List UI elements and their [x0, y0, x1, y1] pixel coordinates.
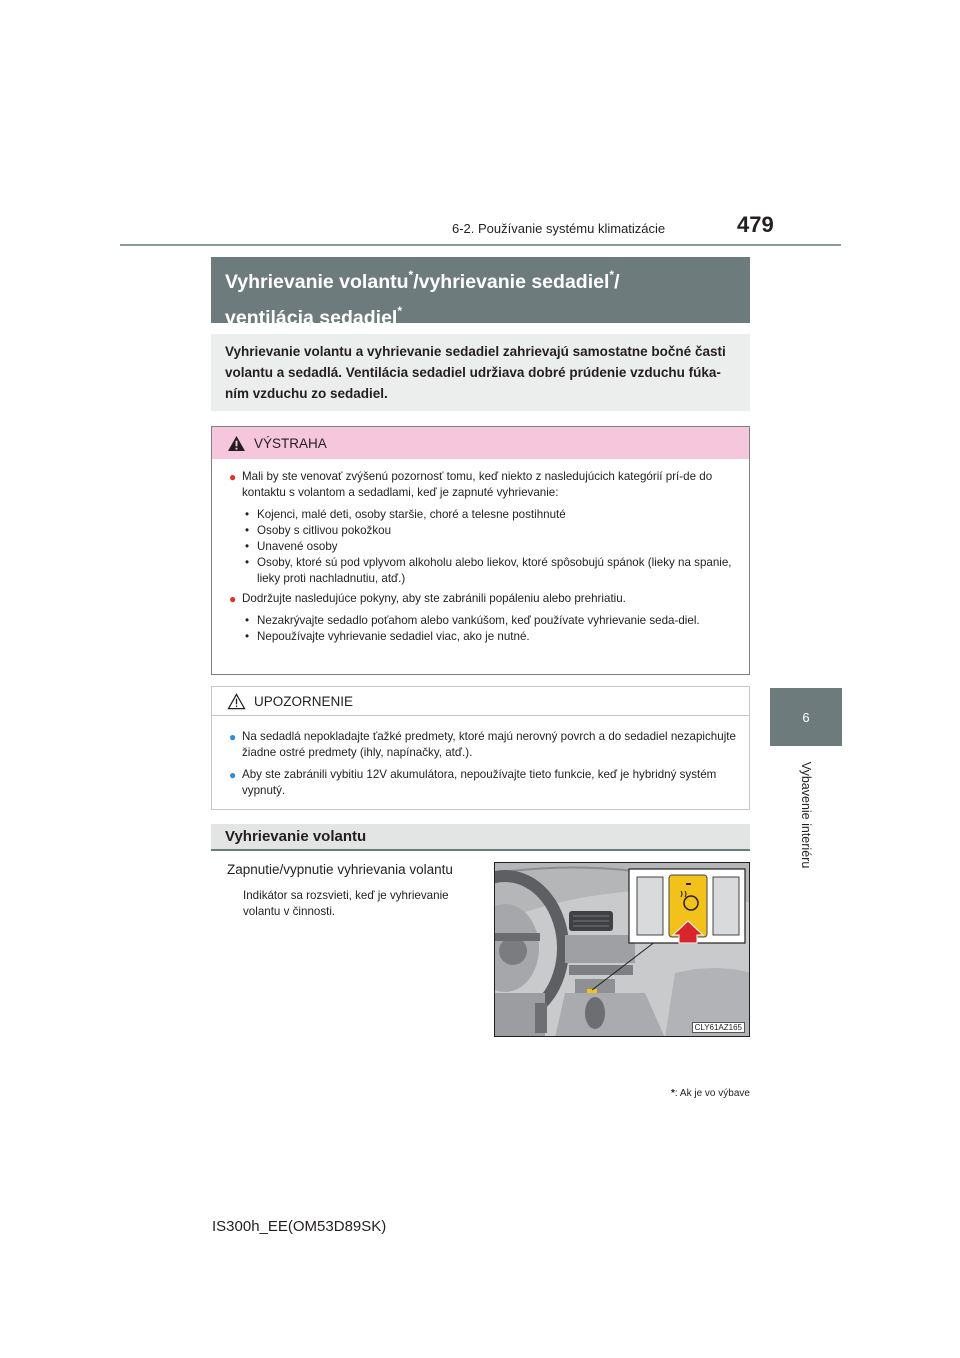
bullet-dot-icon: ●	[229, 592, 237, 606]
caution-bullet	[229, 767, 743, 799]
caution-triangle-icon	[227, 693, 246, 710]
list-item: • Nezakrývajte sedadlo poťahom alebo vankúšom, keď používate vyhrievanie seda-diel.	[245, 614, 700, 627]
item-label: Zapnutie/vypnutie vyhrievania volantu	[227, 862, 453, 877]
warning-header	[212, 427, 749, 459]
caution-header	[212, 687, 749, 716]
item-description: Indikátor sa rozsvieti, keď je vyhrievanie volantu v činnosti.	[243, 889, 449, 918]
header-divider	[120, 244, 841, 246]
dashboard-drawing	[495, 863, 750, 1037]
intro-paragraph: Vyhrievanie volantu a vyhrievanie sedadiel zahrievajú samostatne bočné časti volantu a sedadlá. Ventilácia sedadiel udržiava dobré prúdenie vzduchu fúka-ním vzduchu zo sedadiel.	[211, 334, 750, 411]
caution-bullet	[229, 729, 743, 761]
list-item: • Osoby s citlivou pokožkou	[245, 524, 392, 537]
bullet-dot-icon: ●	[229, 470, 237, 484]
title-part-steering: Vyhrievanie volantu	[225, 271, 409, 293]
bullet-dot-icon: ●	[229, 730, 237, 744]
caution-label: UPOZORNENIE	[254, 693, 354, 709]
title-asterisk: *	[397, 304, 403, 318]
list-item: • Nepoužívajte vyhrievanie sedadiel viac, ako je nutné.	[245, 630, 530, 643]
warning-bullet	[229, 591, 743, 607]
chapter-number: 6	[802, 709, 810, 725]
warning-box	[211, 426, 750, 675]
caution-body	[229, 729, 743, 805]
title-line-1	[225, 261, 736, 297]
title-line-2	[225, 297, 736, 333]
warning-sublist-2	[229, 613, 743, 645]
list-item: • Osoby, ktoré sú pod vplyvom alkoholu alebo liekov, ktoré spôsobujú spánok (lieky na spanie, lieky proti nachladnutiu, atď.)	[245, 556, 732, 585]
warning-body	[229, 469, 743, 649]
caution-bullet-text: Na sedadlá nepokladajte ťažké predmety, ktoré majú nerovný povrch a do sedadiel nezapichujte žiadne ostré predmety (ihly, napínačky, atď.).	[242, 730, 736, 759]
title-asterisk: *	[408, 268, 414, 282]
title-asterisk: *	[609, 268, 615, 282]
footnote-asterisk: *	[671, 1088, 675, 1099]
caution-bullet-text: Aby ste zabránili vybitiu 12V akumulátora, nepoužívajte tieto funkcie, keď je hybridný systém vypnutý.	[242, 768, 717, 797]
warning-label: VÝSTRAHA	[254, 435, 327, 451]
list-item: • Unavené osoby	[245, 540, 338, 553]
caution-box	[211, 686, 750, 810]
title-part-ventilation: ventilácia sedadiel	[225, 307, 398, 329]
section-heading: Vyhrievanie volantu	[211, 824, 750, 851]
header-section-title: 6-2. Používanie systému klimatizácie	[452, 221, 666, 236]
chapter-tab	[770, 688, 842, 746]
warning-bullet	[229, 469, 743, 501]
dashboard-illustration	[494, 862, 750, 1037]
chapter-title-vertical	[770, 750, 842, 880]
page-title	[211, 257, 750, 329]
list-item: • Kojenci, malé deti, osoby staršie, choré a telesne postihnuté	[245, 508, 566, 521]
page-number: 479	[737, 212, 774, 237]
document-code: IS300h_EE(OM53D89SK)	[212, 1218, 387, 1235]
warning-sublist-1	[229, 507, 743, 587]
figure-code: CLY61AZ165	[692, 1022, 745, 1033]
footnote-text: : Ak je vo výbave	[674, 1088, 750, 1099]
bullet-dot-icon: ●	[229, 768, 237, 782]
warning-bullet-text: Dodržujte nasledujúce pokyny, aby ste zabránili popáleniu alebo prehriatiu.	[242, 592, 626, 605]
title-part-seat-heater: /vyhrievanie sedadiel	[413, 271, 610, 293]
warning-bullet-text: Mali by ste venovať zvýšenú pozornosť tomu, keď niekto z nasledujúcich kategórií prí-de do kontaktu s volantom a sedadlami, keď je zapnuté vyhrievanie:	[242, 470, 713, 499]
title-slash: /	[614, 271, 620, 293]
footnote	[671, 1088, 750, 1099]
warning-triangle-icon	[227, 435, 246, 452]
chapter-title: Vybavenie interiéru	[799, 761, 813, 869]
